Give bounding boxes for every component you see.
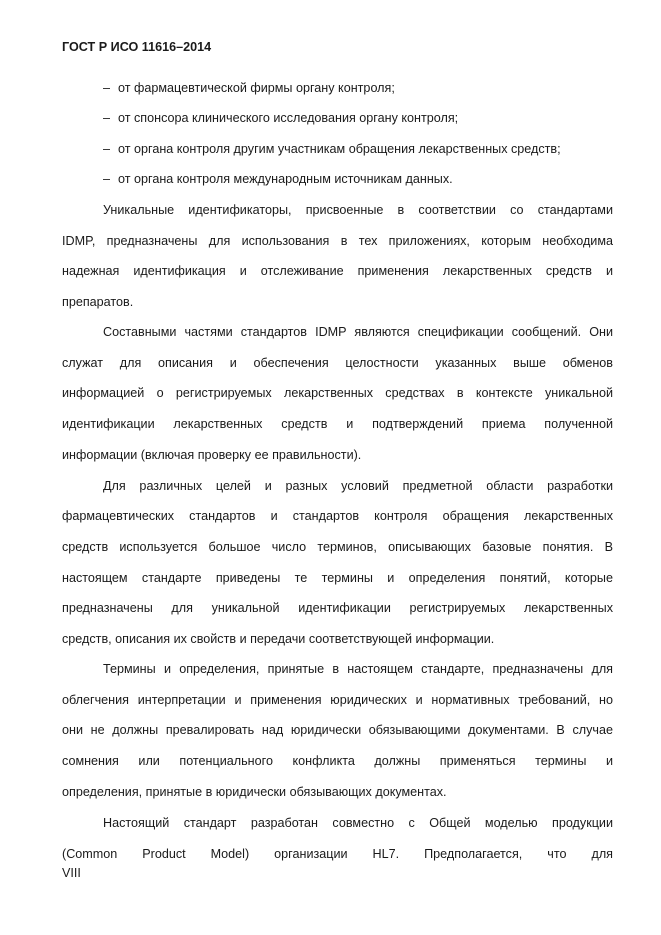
- bullet-text: от органа контроля международным источникам данных.: [118, 172, 453, 186]
- bullet-item: [103, 110, 613, 126]
- paragraph-line: определения, принятые в юридически обязывающих документах.: [62, 785, 447, 799]
- paragraph-line: Настоящий стандарт разработан совместно с Общей моделью продукции: [103, 816, 613, 830]
- bullet-dash: –: [103, 172, 111, 186]
- page-number: VIII: [62, 866, 81, 880]
- bullet-dash: –: [103, 142, 111, 156]
- paragraph-line: предназначены для уникальной идентификации регистрируемых лекарственных: [62, 601, 613, 615]
- paragraph-line: сомнения или потенциального конфликта должны применяться термины и: [62, 754, 613, 768]
- paragraph-line: служат для описания и обеспечения целостности указанных выше обменов: [62, 356, 613, 370]
- paragraph-line: они не должны превалировать над юридически обязывающими документами. В случае: [62, 723, 613, 737]
- bullet-text: от спонсора клинического исследования органу контроля;: [118, 111, 459, 125]
- paragraph-line: препаратов.: [62, 295, 134, 309]
- bullet-text: от органа контроля другим участникам обращения лекарственных средств;: [118, 142, 561, 156]
- bullet-item: [103, 80, 613, 96]
- bullet-text: от фармацевтической фирмы органу контроля;: [118, 81, 395, 95]
- paragraph-line: идентификации лекарственных средств и подтверждений приема полученной: [62, 417, 613, 431]
- paragraph-line: средств, описания их свойств и передачи соответствующей информации.: [62, 632, 495, 646]
- paragraph-line: облегчения интерпретации и применения юридических и нормативных требований, но: [62, 693, 613, 707]
- document-header: ГОСТ Р ИСО 11616–2014: [62, 40, 212, 54]
- bullet-item: [103, 171, 613, 187]
- paragraph-line: настоящем стандарте приведены те термины и определения понятий, которые: [62, 571, 613, 585]
- paragraph-line: информации (включая проверку ее правильности).: [62, 448, 362, 462]
- paragraph-line: (Common Product Model) организации HL7. Предполагается, что для: [62, 847, 613, 861]
- bullet-dash: –: [103, 111, 111, 125]
- paragraph-line: надежная идентификация и отслеживание применения лекарственных средств и: [62, 264, 613, 278]
- bullet-item: [103, 141, 613, 157]
- bullet-dash: –: [103, 81, 111, 95]
- paragraph-line: средств используется большое число терминов, описывающих базовые понятия. В: [62, 540, 613, 554]
- paragraph-line: информацией о регистрируемых лекарственных средствах в контексте уникальной: [62, 386, 613, 400]
- paragraph-line: Уникальные идентификаторы, присвоенные в соответствии со стандартами: [103, 203, 613, 217]
- paragraph-line: Термины и определения, принятые в настоящем стандарте, предназначены для: [103, 662, 613, 676]
- paragraph-line: IDMP, предназначены для использования в тех приложениях, которым необходима: [62, 234, 613, 248]
- paragraph-line: фармацевтических стандартов и стандартов контроля обращения лекарственных: [62, 509, 613, 523]
- paragraph-line: Для различных целей и разных условий предметной области разработки: [103, 479, 613, 493]
- paragraph-line: Составными частями стандартов IDMP являются спецификации сообщений. Они: [103, 325, 613, 339]
